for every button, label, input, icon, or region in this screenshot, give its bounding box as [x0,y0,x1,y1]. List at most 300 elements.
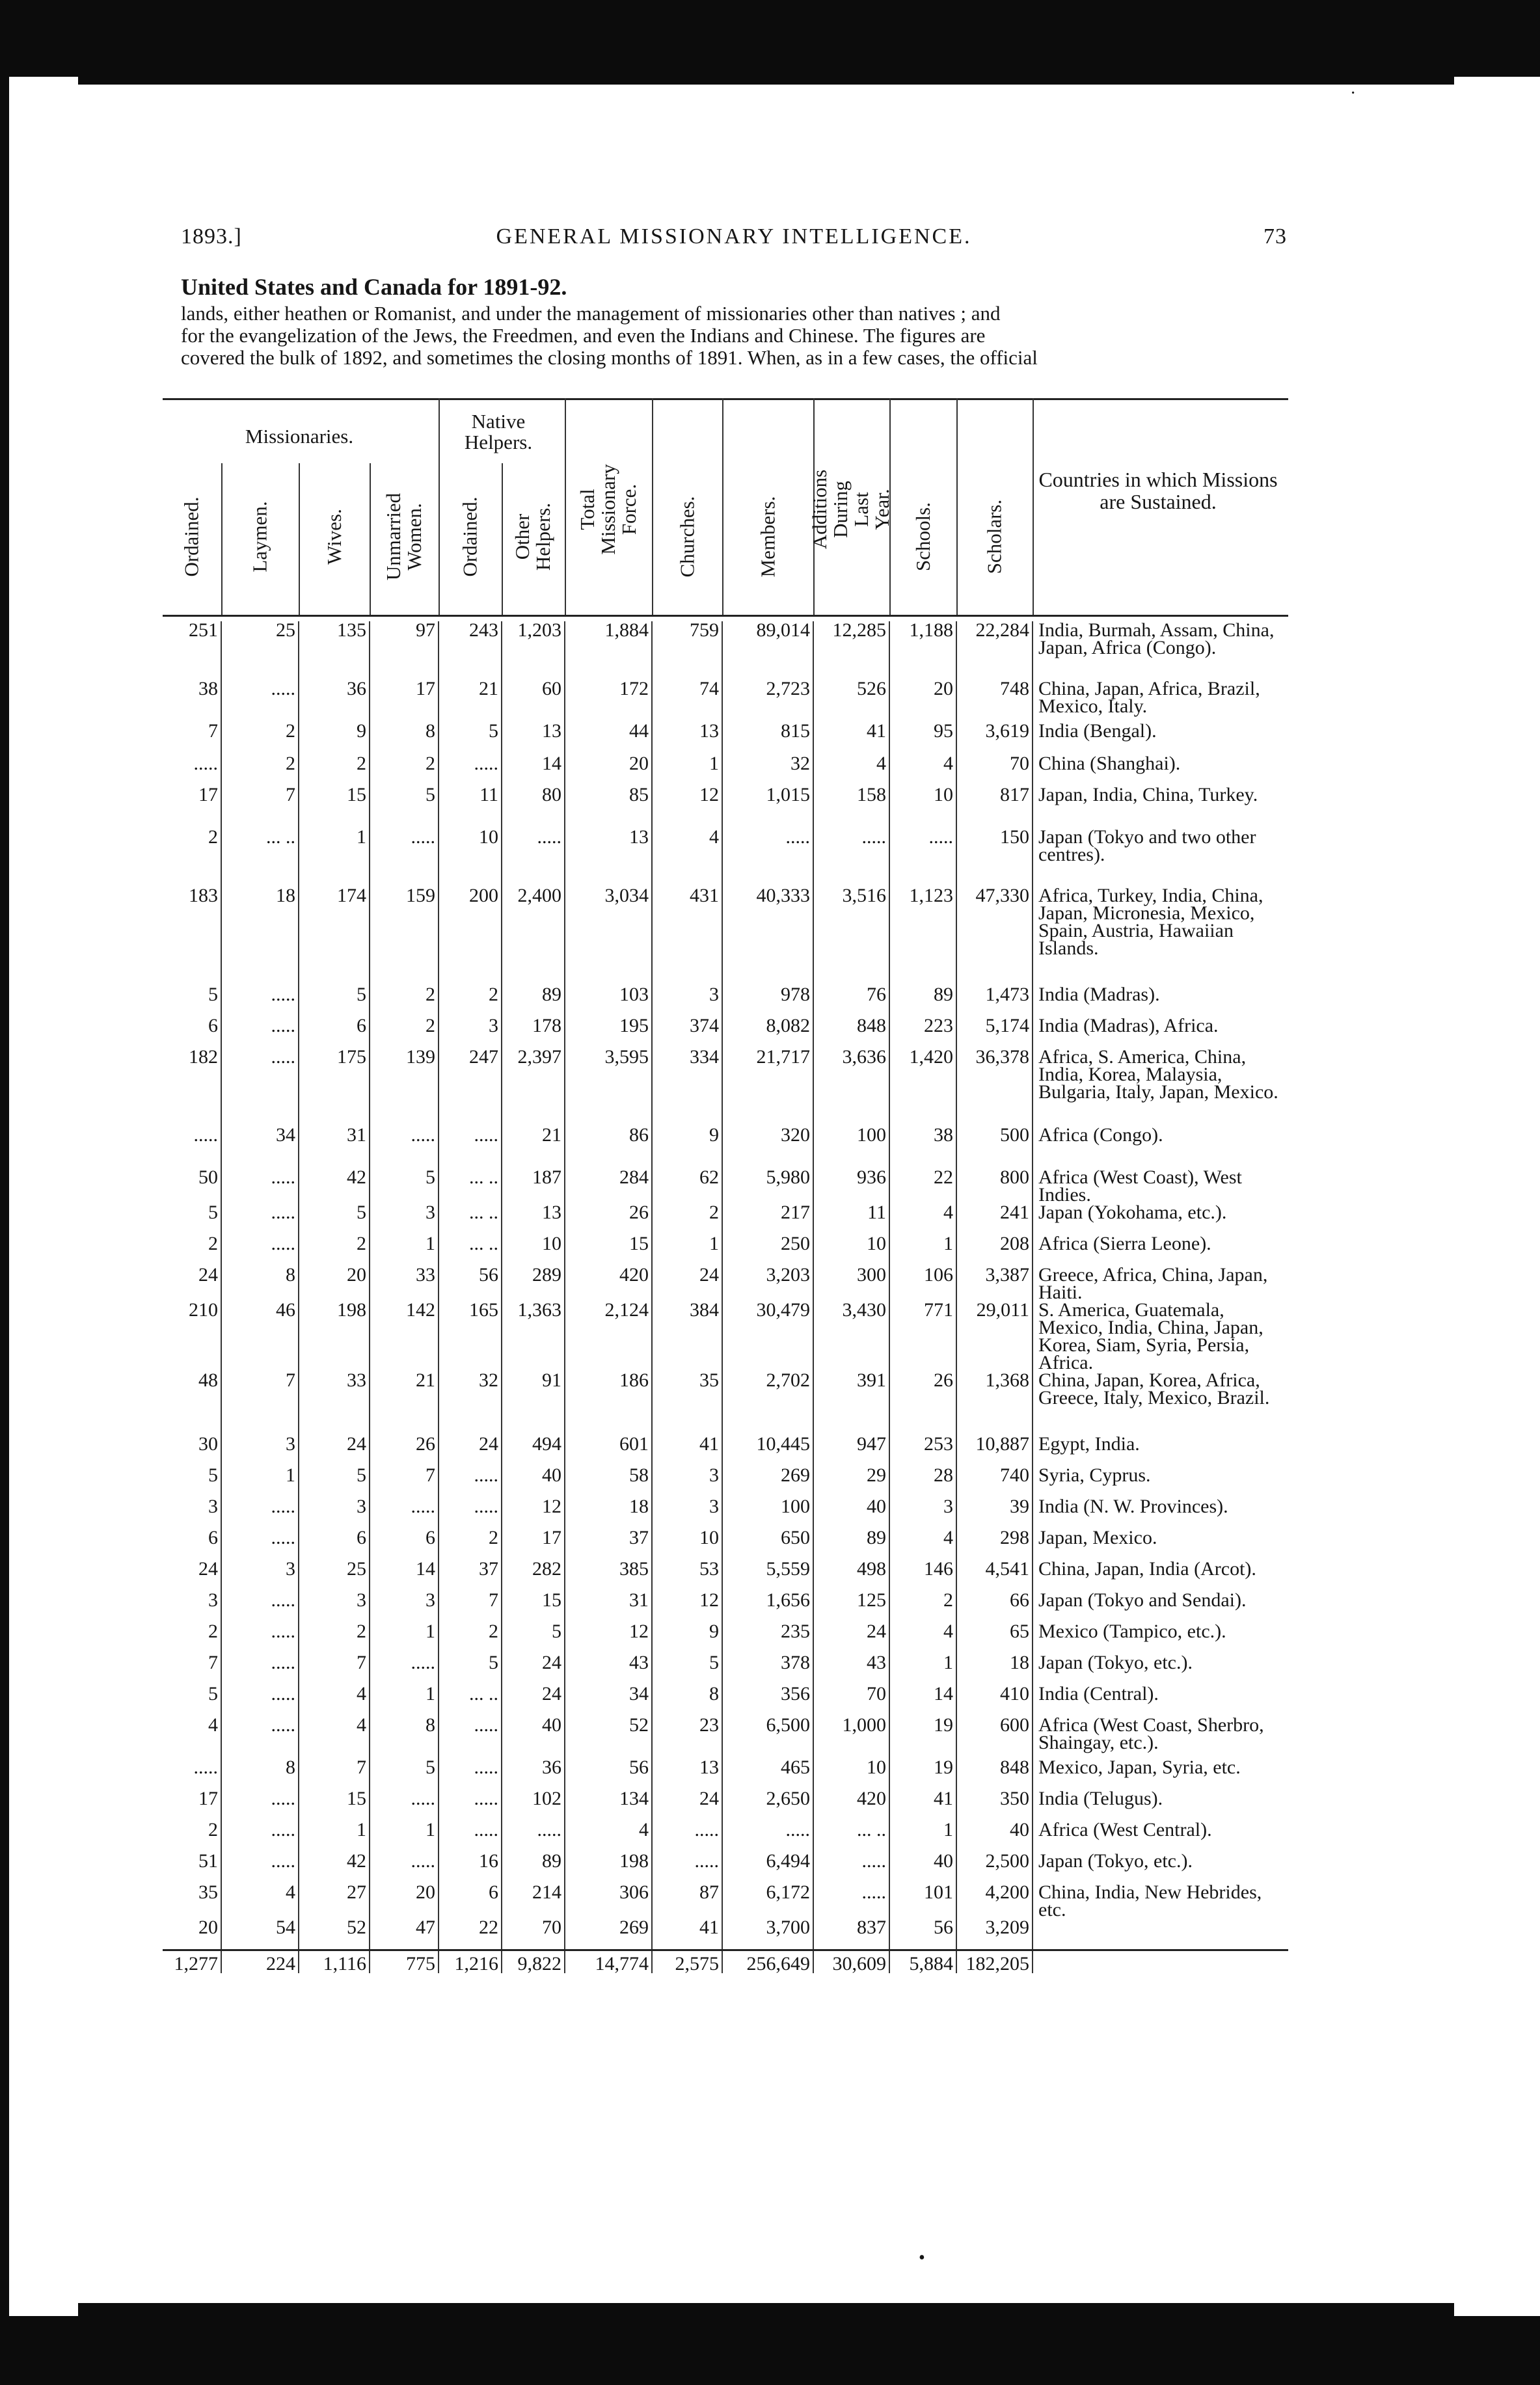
table-row [163,1716,1288,1758]
running-header [181,224,1287,263]
cell-scholars: 70 [956,755,1033,786]
cell-n-ordained: ..... [439,1466,502,1498]
cell-total: 172 [565,680,652,722]
table-row [163,828,1288,887]
cell-countries: Africa, S. America, China, India, Korea, Malaysia, Bulgaria, Italy, Japan, Mexico. [1033,1048,1288,1126]
cell-churches: 759 [652,621,722,680]
cell-n-ordained: ..... [439,1126,502,1168]
cell-ordained: 6 [208,1527,218,1548]
cell-unmarried: 1 [370,1235,439,1266]
cell-laymen: 4 [221,1883,299,1919]
cell-scholars: 40 [956,1821,1033,1852]
cell-schools: 56 [889,1919,956,1950]
cell-n-ordained: 16 [439,1852,502,1883]
cell-n-ordained: 2 [439,1623,502,1654]
cell-members: 40,333 [722,887,813,986]
cell-total: 13 [565,828,652,887]
cell-other: 5 [502,1623,565,1654]
cell-additions: 420 [813,1790,889,1821]
scan-border-top [0,0,1540,77]
table-row [163,1048,1288,1126]
cell-n-ordained: 5 [439,722,502,755]
cell-ordained: 17 [198,1788,218,1809]
cell-n-ordained: 7 [439,1591,502,1623]
cell-schools: 1 [889,1654,956,1685]
cell-total: 198 [565,1852,652,1883]
cell-wives: 27 [299,1883,370,1919]
cell-churches: 3 [652,1498,722,1529]
scan-speck: · [1350,83,1357,103]
col-laymen-header: Laymen. [248,501,271,573]
cell-ordained: 7 [208,1652,218,1673]
cell-laymen: ..... [221,1168,299,1204]
cell-members: 21,717 [722,1048,813,1126]
cell-additions: 3,430 [813,1301,889,1371]
cell-additions: 10 [813,1235,889,1266]
cell-unmarried: 7 [370,1466,439,1498]
cell-ordained: 6 [208,1015,218,1036]
cell-scholars: 10,887 [956,1435,1033,1466]
cell-countries: India (Central). [1033,1685,1288,1716]
table-row [163,1654,1288,1685]
table-row [163,887,1288,986]
table-row [163,1301,1288,1371]
cell-schools: 3 [889,1498,956,1529]
cell-additions: 158 [813,786,889,828]
cell-scholars: 3,209 [956,1919,1033,1950]
cell-churches: 24 [652,1266,722,1301]
col-scholars-header: Scholars. [982,499,1006,574]
cell-total: 103 [565,986,652,1017]
table-row [163,1204,1288,1235]
total-churches: 2,575 [652,1950,722,1973]
cell-ordained: 30 [198,1433,218,1455]
cell-members: 356 [722,1685,813,1716]
cell-schools: 14 [889,1685,956,1716]
cell-wives: 198 [299,1301,370,1371]
cell-members: 978 [722,986,813,1017]
cell-countries [1033,1919,1288,1950]
cell-other: 89 [502,1852,565,1883]
cell-additions: 43 [813,1654,889,1685]
cell-additions: 391 [813,1371,889,1435]
scan-border-bottom-strip [78,2303,1454,2317]
cell-ordained: ..... [193,753,218,774]
cell-other: 13 [502,722,565,755]
intro-line: lands, either heathen or Romanist, and under the management of missionaries other than natives ; and [181,302,1001,325]
cell-scholars: 5,174 [956,1017,1033,1048]
scan-speck: • [919,2248,925,2268]
cell-unmarried: 139 [370,1048,439,1126]
cell-members: 2,723 [722,680,813,722]
cell-schools: 89 [889,986,956,1017]
cell-n-ordained: 2 [439,1529,502,1560]
cell-wives: 31 [299,1126,370,1168]
cell-countries: China, Japan, Africa, Brazil, Mexico, Italy. [1033,680,1288,722]
cell-members: 465 [722,1758,813,1790]
table-header-rule [163,615,1288,617]
cell-members: 378 [722,1654,813,1685]
cell-additions: 947 [813,1435,889,1466]
cell-schools: 146 [889,1560,956,1591]
cell-other: 24 [502,1685,565,1716]
table-row [163,1266,1288,1301]
cell-ordained: 183 [189,885,218,906]
cell-countries: Syria, Cyprus. [1033,1466,1288,1498]
cell-scholars: 18 [956,1654,1033,1685]
cell-countries: Africa (Sierra Leone). [1033,1235,1288,1266]
cell-countries: Japan, Mexico. [1033,1529,1288,1560]
col-churches-header: Churches. [675,496,698,578]
cell-churches: 1 [652,755,722,786]
cell-schools: 20 [889,680,956,722]
cell-churches: 8 [652,1685,722,1716]
cell-total: 134 [565,1790,652,1821]
cell-total: 420 [565,1266,652,1301]
cell-members: 3,203 [722,1266,813,1301]
cell-schools: 1,420 [889,1048,956,1126]
cell-churches: 1 [652,1235,722,1266]
cell-unmarried: 2 [370,755,439,786]
cell-countries: India (Telugus). [1033,1790,1288,1821]
table-row [163,1126,1288,1168]
cell-churches: 374 [652,1017,722,1048]
cell-members: 1,015 [722,786,813,828]
cell-other: 89 [502,986,565,1017]
cell-schools: 771 [889,1301,956,1371]
cell-scholars: 4,200 [956,1883,1033,1919]
cell-additions: 526 [813,680,889,722]
cell-members: ..... [722,1821,813,1852]
cell-unmarried: 47 [370,1919,439,1950]
cell-wives: 2 [299,1235,370,1266]
cell-laymen: ..... [221,1235,299,1266]
cell-n-ordained: 5 [439,1654,502,1685]
cell-other: 187 [502,1168,565,1204]
cell-schools: 2 [889,1591,956,1623]
cell-unmarried: 2 [370,1017,439,1048]
cell-n-ordained: 2 [439,986,502,1017]
cell-n-ordained: 10 [439,828,502,887]
cell-additions: 3,516 [813,887,889,986]
table-row [163,1168,1288,1204]
col-wives-header: Wives. [322,509,345,565]
cell-scholars: 2,500 [956,1852,1033,1883]
cell-wives: 9 [299,722,370,755]
cell-unmarried: 17 [370,680,439,722]
cell-laymen: 25 [221,621,299,680]
cell-wives: 25 [299,1560,370,1591]
cell-additions: 40 [813,1498,889,1529]
table-row [163,1371,1288,1435]
cell-scholars: 208 [956,1235,1033,1266]
cell-countries: Japan, India, China, Turkey. [1033,786,1288,828]
cell-wives: 135 [299,621,370,680]
cell-members: 5,980 [722,1168,813,1204]
cell-unmarried: ..... [370,1498,439,1529]
cell-laymen: 8 [221,1266,299,1301]
table-row [163,786,1288,828]
cell-laymen: 1 [221,1466,299,1498]
cell-n-ordained: ... .. [439,1685,502,1716]
cell-laymen: ..... [221,1591,299,1623]
column-group-headers [0,403,1540,462]
cell-scholars: 3,387 [956,1266,1033,1301]
cell-schools: 10 [889,786,956,828]
cell-unmarried: 97 [370,621,439,680]
col-total-force-header: Total Missionary Force. [576,463,640,555]
cell-laymen: ..... [221,1623,299,1654]
cell-ordained: 2 [208,1233,218,1254]
cell-total: 4 [565,1821,652,1852]
cell-ordained: 5 [208,1683,218,1705]
scan-border-bottom [0,2316,1540,2385]
cell-schools: 40 [889,1852,956,1883]
col-additions-header: Additions During Last Year. [808,469,894,549]
cell-total: 3,034 [565,887,652,986]
cell-countries: Japan (Tokyo and Sendai). [1033,1591,1288,1623]
cell-unmarried: 1 [370,1685,439,1716]
cell-additions: 3,636 [813,1048,889,1126]
cell-wives: 52 [299,1919,370,1950]
cell-unmarried: 14 [370,1560,439,1591]
cell-schools: 4 [889,1204,956,1235]
cell-unmarried: 142 [370,1301,439,1371]
table-row [163,1560,1288,1591]
cell-members: 320 [722,1126,813,1168]
cell-n-ordained: ..... [439,1821,502,1852]
cell-wives: 5 [299,986,370,1017]
page-number: 73 [1263,224,1287,249]
cell-total: 18 [565,1498,652,1529]
cell-churches: 13 [652,1758,722,1790]
cell-members: 6,172 [722,1883,813,1919]
cell-schools: 28 [889,1466,956,1498]
cell-additions: 10 [813,1758,889,1790]
table-row [163,1919,1288,1950]
table-row [163,1435,1288,1466]
cell-total: 34 [565,1685,652,1716]
total-laymen: 224 [221,1950,299,1973]
cell-countries: Mexico, Japan, Syria, etc. [1033,1758,1288,1790]
cell-unmarried: ..... [370,1790,439,1821]
cell-wives: 33 [299,1371,370,1435]
cell-members: 217 [722,1204,813,1235]
cell-schools: 19 [889,1716,956,1758]
cell-members: 100 [722,1498,813,1529]
cell-other: 494 [502,1435,565,1466]
cell-schools: 253 [889,1435,956,1466]
cell-total: 601 [565,1435,652,1466]
cell-laymen: ..... [221,680,299,722]
cell-n-ordained: ..... [439,1716,502,1758]
group-native-helpers: Native Helpers. [464,410,533,453]
cell-members: 650 [722,1529,813,1560]
cell-members: 6,494 [722,1852,813,1883]
cell-n-ordained: 6 [439,1883,502,1919]
cell-schools: ..... [889,828,956,887]
cell-laymen: ..... [221,1204,299,1235]
cell-churches: 12 [652,1591,722,1623]
cell-laymen: 3 [221,1435,299,1466]
cell-scholars: 500 [956,1126,1033,1168]
cell-other: 2,400 [502,887,565,986]
cell-churches: 41 [652,1919,722,1950]
table-subtitle: United States and Canada for 1891-92. [181,274,567,300]
cell-countries: Africa (West Coast, Sherbro, Shaingay, etc.). [1033,1716,1288,1758]
cell-churches: 87 [652,1883,722,1919]
scan-border-top-strip [78,70,1454,85]
col-native-ordained-header: Ordained. [458,496,481,577]
cell-churches: 5 [652,1654,722,1685]
cell-unmarried: 159 [370,887,439,986]
cell-countries: India (Madras), Africa. [1033,1017,1288,1048]
cell-countries: S. America, Guatemala, Mexico, India, China, Japan, Korea, Siam, Syria, Persia, Africa. [1033,1301,1288,1371]
col-ordained-header: Ordained. [180,496,203,577]
total-schools: 5,884 [889,1950,956,1973]
cell-total: 44 [565,722,652,755]
total-n-ordained: 1,216 [439,1950,502,1973]
cell-members: 815 [722,722,813,755]
cell-laymen: ..... [221,1716,299,1758]
cell-laymen: 34 [221,1126,299,1168]
cell-members: 269 [722,1466,813,1498]
table-row [163,1591,1288,1623]
cell-schools: 26 [889,1371,956,1435]
total-members: 256,649 [722,1950,813,1973]
cell-other: 282 [502,1560,565,1591]
cell-wives: 1 [299,1821,370,1852]
cell-n-ordained: ..... [439,1498,502,1529]
cell-schools: 41 [889,1790,956,1821]
cell-unmarried: ..... [370,1126,439,1168]
table-row [163,1623,1288,1654]
cell-other: 178 [502,1017,565,1048]
cell-ordained: 182 [189,1046,218,1068]
cell-other: 17 [502,1529,565,1560]
cell-countries: Africa (West Coast), West Indies. [1033,1168,1288,1204]
cell-churches: 41 [652,1435,722,1466]
cell-unmarried: 8 [370,1716,439,1758]
cell-schools: 223 [889,1017,956,1048]
cell-other: 36 [502,1758,565,1790]
cell-unmarried: 6 [370,1529,439,1560]
cell-countries: Africa (West Central). [1033,1821,1288,1852]
cell-additions: 300 [813,1266,889,1301]
cell-wives: 15 [299,786,370,828]
cell-additions: 89 [813,1529,889,1560]
cell-schools: 4 [889,1623,956,1654]
cell-ordained: 210 [189,1299,218,1321]
cell-churches: 62 [652,1168,722,1204]
cell-ordained: 251 [189,619,218,641]
cell-ordained: 2 [208,826,218,848]
cell-scholars: 241 [956,1204,1033,1235]
table-row [163,1883,1288,1919]
cell-wives: 175 [299,1048,370,1126]
cell-ordained: 24 [198,1264,218,1286]
cell-countries: Japan (Tokyo and two other centres). [1033,828,1288,887]
cell-wives: 4 [299,1685,370,1716]
cell-churches: 23 [652,1716,722,1758]
cell-scholars: 748 [956,680,1033,722]
cell-n-ordained: 11 [439,786,502,828]
cell-unmarried: 5 [370,1758,439,1790]
cell-schools: 22 [889,1168,956,1204]
cell-wives: 7 [299,1758,370,1790]
cell-total: 284 [565,1168,652,1204]
cell-ordained: 3 [208,1589,218,1611]
cell-scholars: 817 [956,786,1033,828]
cell-other: 12 [502,1498,565,1529]
cell-members: 1,656 [722,1591,813,1623]
cell-scholars: 410 [956,1685,1033,1716]
cell-ordained: 38 [198,678,218,699]
cell-scholars: 66 [956,1591,1033,1623]
cell-additions: 848 [813,1017,889,1048]
cell-additions: 24 [813,1623,889,1654]
cell-countries: India (N. W. Provinces). [1033,1498,1288,1529]
cell-other: 13 [502,1204,565,1235]
cell-scholars: 3,619 [956,722,1033,755]
cell-additions: ... .. [813,1821,889,1852]
cell-wives: 2 [299,755,370,786]
cell-total: 43 [565,1654,652,1685]
cell-ordained: 3 [208,1496,218,1517]
cell-total: 12 [565,1623,652,1654]
cell-laymen: ..... [221,1498,299,1529]
cell-additions: 100 [813,1126,889,1168]
table-row [163,1790,1288,1821]
cell-laymen: 18 [221,887,299,986]
missions-table [163,621,1288,1973]
intro-line: covered the bulk of 1892, and sometimes the closing months of 1891. When, as in a few cases, the official [181,346,1038,369]
cell-ordained: 48 [198,1369,218,1391]
col-countries-header: Countries in which Missions are Sustained. [1038,468,1278,513]
cell-schools: 106 [889,1266,956,1301]
table-row [163,1466,1288,1498]
cell-n-ordained: 22 [439,1919,502,1950]
cell-wives: 42 [299,1168,370,1204]
table-row [163,1529,1288,1560]
cell-members: 2,650 [722,1790,813,1821]
cell-additions: 4 [813,755,889,786]
cell-ordained: ..... [193,1124,218,1146]
cell-laymen: 54 [221,1919,299,1950]
cell-total: 306 [565,1883,652,1919]
total-unmarried: 775 [370,1950,439,1973]
cell-unmarried: 26 [370,1435,439,1466]
cell-additions: 1,000 [813,1716,889,1758]
cell-ordained: 5 [208,984,218,1005]
cell-schools: 38 [889,1126,956,1168]
cell-other: 102 [502,1790,565,1821]
cell-countries: China, India, New Hebrides, etc. [1033,1883,1288,1919]
cell-laymen: ..... [221,1790,299,1821]
group-missionaries: Missionaries. [245,425,354,448]
cell-n-ordained: 32 [439,1371,502,1435]
cell-churches: 9 [652,1623,722,1654]
cell-other: 70 [502,1919,565,1950]
col-members-header: Members. [756,496,779,578]
cell-laymen: 2 [221,722,299,755]
cell-scholars: 39 [956,1498,1033,1529]
cell-n-ordained: ... .. [439,1235,502,1266]
cell-additions: 76 [813,986,889,1017]
total-ordained: 1,277 [163,1950,221,1973]
cell-scholars: 298 [956,1529,1033,1560]
cell-other: 15 [502,1591,565,1623]
